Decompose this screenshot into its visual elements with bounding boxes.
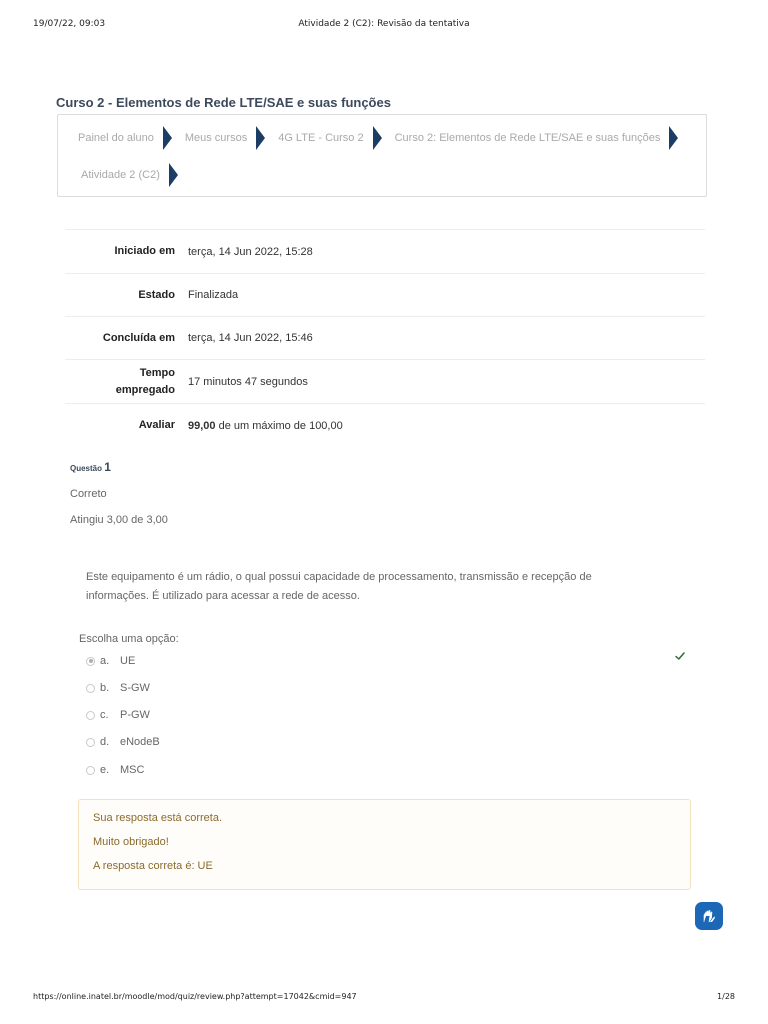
vlibras-hands-icon <box>700 907 718 925</box>
breadcrumb-item-activity[interactable]: Atividade 2 (C2) <box>81 169 160 181</box>
feedback-right-answer: A resposta correta é: UE <box>93 860 213 872</box>
question-info <box>70 460 168 526</box>
feedback-correct: Sua resposta está correta. <box>93 812 223 824</box>
summary-label <box>65 365 175 399</box>
chevron-right-icon <box>373 126 382 150</box>
question-text: Este equipamento é um rádio, o qual possui capacidade de processamento, transmissão e recepção de informações. É utilizado para acessar a rede de acesso. <box>86 571 592 602</box>
summary-row-time-taken <box>65 359 705 403</box>
summary-label: Iniciado em <box>114 245 175 257</box>
summary-value: terça, 14 Jun 2022, 15:28 <box>188 245 313 258</box>
grade-max: de um máximo de 100,00 <box>218 419 343 432</box>
chevron-right-icon <box>169 163 178 187</box>
check-icon <box>674 650 686 662</box>
question-state: Correto <box>70 488 107 500</box>
breadcrumb-item-dashboard[interactable]: Painel do aluno <box>78 132 154 144</box>
option-letter: d. <box>100 736 110 748</box>
summary-row-started <box>65 229 705 273</box>
summary-value: 17 minutos 47 segundos <box>188 375 308 388</box>
chevron-right-icon <box>669 126 678 150</box>
print-date: 19/07/22, 09:03 <box>33 19 106 29</box>
option-text: MSC <box>120 764 145 776</box>
answer-option-d[interactable] <box>86 734 160 750</box>
answer-feedback <box>78 799 691 890</box>
option-text: S-GW <box>120 682 150 694</box>
summary-label: Concluída em <box>102 331 175 344</box>
print-page-number: 1/28 <box>717 992 735 1001</box>
feedback-general: Muito obrigado! <box>93 836 169 848</box>
chevron-right-icon <box>256 126 265 150</box>
question-grade: Atingiu 3,00 de 3,00 <box>70 514 168 526</box>
option-text: P-GW <box>120 709 150 721</box>
answer-option-a[interactable] <box>86 653 135 669</box>
vlibras-accessibility-button[interactable] <box>695 902 723 930</box>
breadcrumb-item-my-courses[interactable]: Meus cursos <box>184 132 248 144</box>
question-prompt: Escolha uma opção: <box>79 633 179 645</box>
answer-option-c[interactable] <box>86 707 150 723</box>
question-label: Questão <box>70 464 103 473</box>
radio-button[interactable] <box>86 711 95 720</box>
summary-row-state <box>65 273 705 316</box>
print-footer <box>33 992 735 1006</box>
option-letter: c. <box>100 709 109 721</box>
option-text: eNodeB <box>120 736 160 748</box>
summary-row-completed <box>65 316 705 359</box>
print-url: https://online.inatel.br/moodle/mod/quiz/review.php?attempt=17042&cmid=947 <box>33 992 357 1001</box>
radio-button[interactable] <box>86 738 95 747</box>
summary-label: Estado <box>138 288 175 301</box>
chevron-right-icon <box>163 126 172 150</box>
breadcrumb-item-course[interactable]: Curso 2: Elementos de Rede LTE/SAE e suas funções <box>394 132 661 144</box>
summary-label-line: empregado <box>115 383 175 396</box>
breadcrumb-item-course-category[interactable]: 4G LTE - Curso 2 <box>278 132 364 144</box>
summary-label-line: Tempo <box>139 366 175 379</box>
option-letter: a. <box>100 655 110 667</box>
summary-value: Finalizada <box>188 289 239 301</box>
question-number <box>70 460 111 474</box>
answer-option-b[interactable] <box>86 680 150 696</box>
option-letter: e. <box>100 764 110 776</box>
summary-row-grade <box>65 403 705 447</box>
radio-button[interactable] <box>86 684 95 693</box>
grade-score: 99,00 <box>188 419 216 432</box>
breadcrumb <box>57 114 707 197</box>
course-title: Curso 2 - Elementos de Rede LTE/SAE e suas funções <box>56 95 391 110</box>
print-page-title: Atividade 2 (C2): Revisão da tentativa <box>298 19 470 29</box>
summary-label: Avaliar <box>138 419 175 431</box>
summary-value: terça, 14 Jun 2022, 15:46 <box>188 332 313 344</box>
radio-button[interactable] <box>86 766 95 775</box>
print-header <box>33 19 735 33</box>
option-letter: b. <box>100 682 110 694</box>
summary-value <box>188 420 343 432</box>
question-number-value: 1 <box>104 460 111 474</box>
answer-option-e[interactable] <box>86 762 144 778</box>
radio-button-checked[interactable] <box>86 657 95 666</box>
option-text: UE <box>120 655 136 667</box>
